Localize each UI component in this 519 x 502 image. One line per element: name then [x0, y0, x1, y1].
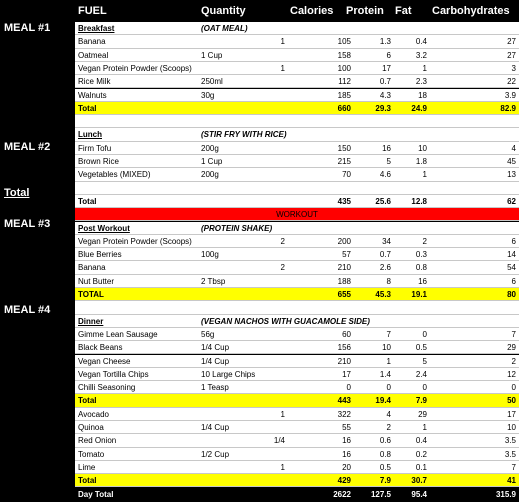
- table-row: [75, 368, 519, 381]
- fat-cell: 1: [422, 423, 427, 432]
- fat-cell: 12.8: [411, 196, 427, 206]
- total-row: [75, 288, 519, 301]
- food-name-cell: Total: [78, 196, 97, 206]
- carbohydrates-cell: 3: [511, 63, 516, 73]
- calories-cell: 158: [337, 50, 351, 60]
- food-name-cell: Black Beans: [78, 343, 123, 353]
- calories-cell: 185: [337, 90, 351, 100]
- table-row: [75, 49, 519, 62]
- quantity-cell: 200g: [201, 170, 219, 180]
- table-row: [75, 421, 519, 434]
- protein-cell: 4: [386, 409, 391, 419]
- header-quantity: Quantity: [201, 5, 246, 17]
- fat-cell: 10: [418, 143, 427, 153]
- quantity-cell: 1 Teasp: [201, 383, 229, 393]
- calories-cell: 70: [342, 170, 351, 180]
- table-row: [75, 248, 519, 261]
- calories-cell: 435: [337, 196, 351, 206]
- carbohydrates-cell: 50: [507, 396, 516, 406]
- total-row: [75, 394, 519, 407]
- carbohydrates-cell: 3.5: [504, 436, 516, 446]
- carbohydrates-cell: 22: [507, 77, 516, 87]
- fat-cell: 2: [422, 236, 427, 246]
- protein-cell: 0.5: [379, 462, 391, 472]
- quantity-cell: 10 Large Chips: [201, 369, 256, 379]
- protein-cell: 0: [386, 383, 391, 393]
- protein-cell: 29.3: [375, 103, 391, 113]
- food-name-cell: TOTAL: [78, 290, 104, 299]
- carbohydrates-cell: 10: [507, 423, 516, 432]
- calories-cell: 655: [337, 290, 351, 299]
- food-name-cell: Vegan Protein Powder (Scoops): [78, 236, 192, 246]
- quantity-cell: 1/4 Cup: [201, 423, 230, 432]
- total-row: [75, 474, 519, 487]
- meal-1-label: MEAL #1: [4, 22, 51, 34]
- quantity-cell: 1/4 Cup: [201, 343, 230, 353]
- header-protein: Protein: [346, 5, 384, 17]
- calories-cell: 188: [337, 276, 351, 286]
- header-fuel: FUEL: [78, 5, 107, 17]
- fat-cell: 30.7: [411, 476, 427, 486]
- table-row: [75, 35, 519, 48]
- protein-cell: 127.5: [370, 489, 391, 499]
- calories-cell: 16: [342, 449, 351, 459]
- quantity-cell: 1 Cup: [201, 50, 223, 60]
- food-name-cell: Vegan Cheese: [78, 356, 131, 366]
- carbohydrates-cell: 14: [507, 250, 516, 260]
- carbohydrates-cell: 4: [511, 143, 516, 153]
- calories-cell: 150: [337, 143, 351, 153]
- header-fat: Fat: [395, 5, 412, 17]
- section-row: [75, 128, 519, 141]
- quantity-cell: (STIR FRY WITH RICE): [201, 130, 287, 140]
- calories-cell: 660: [337, 103, 351, 113]
- fat-cell: 0.8: [415, 263, 427, 273]
- protein-cell: 1.4: [379, 369, 391, 379]
- protein-cell: 0.7: [379, 250, 391, 260]
- workout-label: WORKOUT: [276, 210, 318, 220]
- food-name-cell: Red Onion: [78, 436, 117, 446]
- quantity-number-cell: 1: [280, 462, 285, 472]
- carbohydrates-cell: 29: [507, 343, 516, 353]
- calories-cell: 100: [337, 63, 351, 73]
- table-row: [75, 155, 519, 168]
- carbohydrates-cell: 6: [511, 276, 516, 286]
- protein-cell: 7.9: [379, 476, 391, 486]
- table-row: [75, 448, 519, 461]
- food-name-cell: Chilli Seasoning: [78, 383, 136, 393]
- protein-cell: 0.7: [379, 77, 391, 87]
- section-row: [75, 222, 519, 235]
- carbohydrates-cell: 80: [507, 290, 516, 299]
- protein-cell: 4.6: [379, 170, 391, 180]
- fat-cell: 95.4: [411, 489, 427, 499]
- carbohydrates-cell: 62: [507, 196, 516, 206]
- food-name-cell: Gimme Lean Sausage: [78, 329, 158, 339]
- quantity-cell: 1/2 Cup: [201, 449, 230, 459]
- food-name-cell: Banana: [78, 37, 106, 47]
- table-row: [75, 261, 519, 274]
- blank-row: [75, 182, 519, 195]
- fat-cell: 0: [422, 329, 427, 339]
- total-label: Total: [4, 187, 30, 199]
- quantity-cell: 250ml: [201, 77, 223, 87]
- calories-cell: 0: [346, 383, 351, 393]
- protein-cell: 4.3: [379, 90, 391, 100]
- fat-cell: 1.8: [415, 157, 427, 166]
- quantity-cell: 200g: [201, 143, 219, 153]
- plaintotal-row: [75, 195, 519, 208]
- food-name-cell: Vegan Tortilla Chips: [78, 369, 149, 379]
- calories-cell: 105: [337, 37, 351, 47]
- blank-row: [75, 115, 519, 128]
- workout-row: [75, 208, 519, 221]
- food-name-cell: Rice Milk: [78, 77, 111, 87]
- food-name-cell: Total: [78, 396, 97, 406]
- calories-cell: 112: [338, 77, 351, 87]
- table-row: [75, 381, 519, 394]
- table-row: [75, 235, 519, 248]
- food-name-cell: Quinoa: [78, 423, 104, 432]
- food-name-cell: Oatmeal: [78, 50, 109, 60]
- carbohydrates-cell: 17: [507, 409, 516, 419]
- table-row: [75, 89, 519, 102]
- fat-cell: 3.2: [415, 50, 427, 60]
- quantity-cell: (VEGAN NACHOS WITH GUACAMOLE SIDE): [201, 316, 370, 326]
- quantity-number-cell: 1: [280, 63, 285, 73]
- quantity-cell: 2 Tbsp: [201, 276, 226, 286]
- fat-cell: 0.2: [415, 449, 427, 459]
- fat-cell: 18: [418, 90, 427, 100]
- section-row: [75, 22, 519, 35]
- fat-cell: 2.4: [415, 369, 427, 379]
- quantity-number-cell: 2: [280, 263, 285, 273]
- calories-cell: 55: [342, 423, 351, 432]
- carbohydrates-cell: 7: [511, 462, 516, 472]
- calories-cell: 443: [337, 396, 351, 406]
- header-calories: Calories: [290, 5, 334, 17]
- quantity-cell: 1/4 Cup: [201, 356, 230, 366]
- food-name-cell: Day Total: [78, 489, 114, 499]
- calories-cell: 210: [337, 356, 351, 366]
- protein-cell: 10: [382, 343, 391, 353]
- carbohydrates-cell: 13: [507, 170, 516, 180]
- calories-cell: 156: [337, 343, 351, 353]
- fat-cell: 5: [422, 356, 427, 366]
- fat-cell: 2.3: [415, 77, 427, 87]
- quantity-cell: 100g: [201, 250, 219, 260]
- calories-cell: 215: [337, 157, 351, 166]
- food-name-cell: Blue Berries: [78, 250, 122, 260]
- carbohydrates-cell: 27: [507, 50, 516, 60]
- food-name-cell: Lime: [78, 462, 96, 472]
- table-row: [75, 408, 519, 421]
- protein-cell: 19.4: [375, 396, 391, 406]
- carbohydrates-cell: 3.9: [504, 90, 516, 100]
- quantity-number-cell: 1/4: [273, 436, 285, 446]
- fat-cell: 0.3: [415, 250, 427, 260]
- meal-3-label: MEAL #3: [4, 218, 51, 230]
- meal-2-label: MEAL #2: [4, 141, 51, 153]
- carbohydrates-cell: 41: [507, 476, 516, 486]
- food-name-cell: Vegetables (MIXED): [78, 170, 151, 180]
- calories-cell: 200: [337, 236, 351, 246]
- protein-cell: 1: [386, 356, 391, 366]
- table-row: [75, 328, 519, 341]
- protein-cell: 2.6: [379, 263, 391, 273]
- protein-cell: 6: [386, 50, 391, 60]
- table-row: [75, 275, 519, 288]
- fat-cell: 1: [422, 170, 427, 180]
- food-name-cell: Walnuts: [78, 90, 107, 100]
- calories-cell: 20: [342, 462, 351, 472]
- fat-cell: 24.9: [411, 103, 427, 113]
- food-name-cell: Avocado: [78, 409, 109, 419]
- carbohydrates-cell: 3.5: [504, 449, 516, 459]
- fat-cell: 0.1: [415, 462, 427, 472]
- carbohydrates-cell: 54: [507, 263, 516, 273]
- carbohydrates-cell: 82.9: [500, 103, 516, 113]
- calories-cell: 57: [342, 250, 351, 260]
- daytotal-row: [75, 488, 519, 501]
- protein-cell: 0.6: [379, 436, 391, 446]
- calories-cell: 322: [337, 409, 351, 419]
- meal-4-label: MEAL #4: [4, 304, 51, 316]
- fat-cell: 0.4: [415, 37, 427, 47]
- fat-cell: 16: [418, 276, 427, 286]
- header-carbohydrates: Carbohydrates: [432, 5, 510, 17]
- food-name-cell: Brown Rice: [78, 157, 119, 166]
- table-row: [75, 62, 519, 75]
- calories-cell: 17: [342, 369, 351, 379]
- protein-cell: 0.8: [379, 449, 391, 459]
- fat-cell: 0.4: [415, 436, 427, 446]
- table-row: [75, 434, 519, 447]
- food-name-cell: Total: [78, 103, 97, 113]
- table-row: [75, 142, 519, 155]
- carbohydrates-cell: 315.9: [495, 489, 516, 499]
- carbohydrates-cell: 45: [507, 157, 516, 166]
- carbohydrates-cell: 7: [511, 329, 516, 339]
- table-row: [75, 168, 519, 181]
- fat-cell: 0.5: [415, 343, 427, 353]
- protein-cell: 5: [386, 157, 391, 166]
- carbohydrates-cell: 0: [511, 383, 516, 393]
- calories-cell: 2622: [333, 489, 351, 499]
- table-row: [75, 341, 519, 354]
- food-name-cell: Dinner: [78, 316, 104, 326]
- food-name-cell: Breakfast: [78, 24, 115, 33]
- calories-cell: 60: [342, 329, 351, 339]
- protein-cell: 8: [386, 276, 391, 286]
- fat-cell: 29: [418, 409, 427, 419]
- fat-cell: 19.1: [411, 290, 427, 299]
- food-name-cell: Vegan Protein Powder (Scoops): [78, 63, 192, 73]
- calories-cell: 210: [337, 263, 351, 273]
- fat-cell: 0: [422, 383, 427, 393]
- food-name-cell: Total: [78, 476, 97, 486]
- food-name-cell: Tomato: [78, 449, 105, 459]
- carbohydrates-cell: 27: [507, 37, 516, 47]
- blank-row: [75, 301, 519, 314]
- calories-cell: 429: [337, 476, 351, 486]
- food-name-cell: Banana: [78, 263, 106, 273]
- table-row: [75, 355, 519, 368]
- food-name-cell: Lunch: [78, 130, 102, 140]
- protein-cell: 1.3: [379, 37, 391, 47]
- quantity-number-cell: 2: [280, 236, 285, 246]
- carbohydrates-cell: 12: [507, 369, 516, 379]
- quantity-cell: (PROTEIN SHAKE): [201, 223, 273, 233]
- calories-cell: 16: [342, 436, 351, 446]
- protein-cell: 25.6: [375, 196, 391, 206]
- protein-cell: 2: [386, 423, 391, 432]
- section-row: [75, 315, 519, 328]
- quantity-cell: 56g: [201, 329, 215, 339]
- food-name-cell: Firm Tofu: [78, 143, 112, 153]
- quantity-number-cell: 1: [280, 37, 285, 47]
- total-row: [75, 102, 519, 115]
- fat-cell: 7.9: [415, 396, 427, 406]
- protein-cell: 34: [382, 236, 391, 246]
- quantity-cell: 1 Cup: [201, 157, 223, 166]
- quantity-cell: (OAT MEAL): [201, 24, 248, 33]
- protein-cell: 45.3: [375, 290, 391, 299]
- food-name-cell: Post Workout: [78, 223, 130, 233]
- quantity-cell: 30g: [201, 90, 215, 100]
- quantity-number-cell: 1: [280, 409, 285, 419]
- food-name-cell: Nut Butter: [78, 276, 115, 286]
- table-row: [75, 75, 519, 88]
- protein-cell: 7: [386, 329, 391, 339]
- protein-cell: 16: [382, 143, 391, 153]
- carbohydrates-cell: 6: [511, 236, 516, 246]
- fat-cell: 1: [422, 63, 427, 73]
- protein-cell: 17: [382, 63, 391, 73]
- carbohydrates-cell: 2: [511, 356, 516, 366]
- table-row: [75, 461, 519, 474]
